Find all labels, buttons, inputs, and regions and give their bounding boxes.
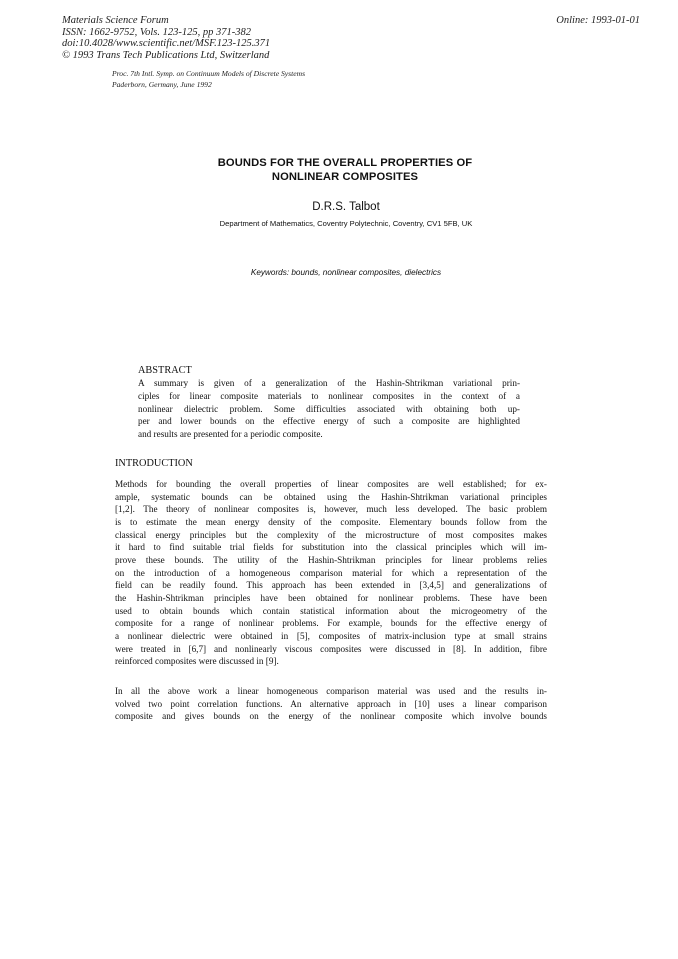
body-line: ample, systematic bounds can be obtained using the Hashin-Shtrikman variational principles	[115, 491, 547, 502]
title-line: NONLINEAR COMPOSITES	[271, 170, 419, 183]
introduction-paragraph-2	[115, 685, 547, 723]
body-line: [1,2]. The theory of nonlinear composites is, however, much less developed. The basic problem	[115, 504, 547, 515]
journal-copyright: © 1993 Trans Tech Publications Ltd, Switzerland	[62, 49, 270, 61]
body-line: reinforced composites were discussed in [9].	[115, 656, 279, 667]
body-line: composite for a range of nonlinear problems. For example, bounds for the effective energy of	[115, 618, 547, 629]
body-line: prove these bounds. The utility of the Hashin-Shtrikman principles for linear problems relies	[115, 554, 547, 565]
abstract-line: ciples for linear composite materials to nonlinear composites in the context of a	[138, 390, 520, 401]
body-line: Methods for bounding the overall properties of linear composites are well established; for ex-	[115, 479, 547, 489]
author-name: D.R.S. Talbot	[312, 201, 380, 213]
body-line: were treated in [6,7] and nonlinearly viscous composites were discussed in [8]. In addition, fibre	[115, 643, 547, 654]
body-line: on the introduction of a homogeneous comparison material for which a representation of the	[115, 567, 547, 578]
journal-doi: doi:10.4028/www.scientific.net/MSF.123-125.371	[62, 38, 271, 49]
keywords: Keywords: bounds, nonlinear composites, dielectrics	[250, 268, 442, 277]
proceedings-info	[112, 68, 305, 90]
abstract-line: nonlinear dielectric problem. Some difficulties associated with obtaining both up-	[138, 403, 520, 414]
author-affiliation: Department of Mathematics, Coventry Polytechnic, Coventry, CV1 5FB, UK	[219, 219, 473, 228]
abstract-heading: ABSTRACT	[138, 365, 192, 376]
body-line: it hard to find suitable trial fields for substitution into the classical principles which will im-	[115, 542, 547, 553]
journal-header	[62, 15, 402, 61]
abstract-line: per and lower bounds on the effective energy of such a composite are highlighted	[138, 416, 520, 427]
body-line: In all the above work a linear homogeneous comparison material was used and the results in-	[115, 686, 547, 696]
title-line: BOUNDS FOR THE OVERALL PROPERTIES OF	[217, 157, 473, 169]
body-line: used to obtain bounds which contain statistical information about the microgeometry of the	[115, 605, 547, 616]
abstract-line: A summary is given of a generalization of the Hashin-Shtrikman variational prin-	[138, 378, 520, 388]
body-line: volved two point correlation functions. An alternative approach in [10] uses a linear comparison	[115, 698, 547, 709]
abstract-text	[138, 377, 520, 441]
online-date: Online: 1993-01-01	[556, 15, 640, 26]
body-line: the Hashin-Shtrikman principles have been obtained for nonlinear problems. These have been	[115, 592, 547, 603]
journal-name: Materials Science Forum	[62, 15, 169, 26]
introduction-heading: INTRODUCTION	[115, 458, 193, 469]
body-line: composite and gives bounds on the energy of the nonlinear composite which involve bounds	[115, 711, 547, 722]
paper-title	[0, 157, 678, 184]
body-line: is to estimate the mean energy density of the composite. Elementary bounds follow from the	[115, 516, 547, 527]
introduction-paragraph-1	[115, 478, 547, 668]
body-line: classical energy principles but the complexity of the microstructure of most composites makes	[115, 529, 547, 540]
journal-issn: ISSN: 1662-9752, Vols. 123-125, pp 371-382	[62, 26, 251, 38]
abstract-line: and results are presented for a periodic composite.	[138, 429, 323, 440]
body-line: a nonlinear dielectric were obtained in [5], composites of matrix-inclusion type at small strains	[115, 630, 547, 641]
body-line: field can be readily found. This approach has been extended in [3,4,5] and generalizations of	[115, 580, 547, 591]
proceedings-line: Proc. 7th Intl. Symp. on Continuum Models of Discrete Systems	[112, 69, 306, 78]
proceedings-line: Paderborn, Germany, June 1992	[112, 80, 212, 89]
